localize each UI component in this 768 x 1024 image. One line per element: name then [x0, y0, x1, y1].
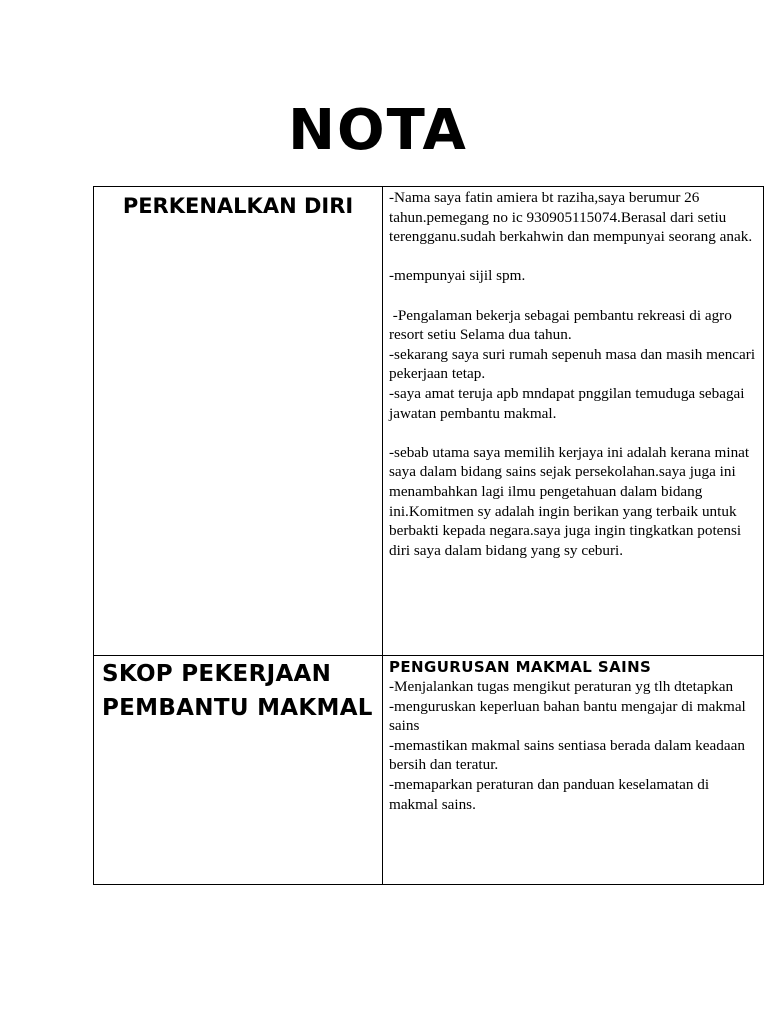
paragraph-current-status: -sekarang saya suri rumah sepenuh masa dan masih mencari pekerjaan tetap.	[389, 345, 756, 383]
table-cell-content	[383, 187, 764, 656]
paragraph-personal-info: -Nama saya fatin amiera bt raziha,saya berumur 26 tahun.pemegang no ic 930905115074.Berasal dari setiu terengganu.sudah berkahwin dan mempunyai seorang anak.	[389, 189, 753, 246]
table-row	[94, 656, 764, 885]
duty-list	[383, 677, 763, 814]
paragraph-qualification: -mempunyai sijil spm.	[389, 267, 526, 285]
document-title: NOTA	[288, 98, 468, 163]
section-subheading: PENGURUSAN MAKMAL SAINS	[389, 658, 652, 676]
row-heading-skop-pekerjaan: SKOP PEKERJAAN PEMBANTU MAKMAL	[102, 661, 373, 721]
list-item: -Menjalankan tugas mengikut peraturan yg tlh dtetapkan	[389, 678, 734, 695]
table-cell-heading	[94, 187, 383, 656]
notes-table	[93, 186, 764, 885]
table-cell-content	[383, 656, 764, 885]
row-content	[383, 187, 763, 560]
paragraph-interview: -saya amat teruja apb mndapat pnggilan temuduga sebagai jawatan pembantu makmal.	[389, 384, 745, 422]
table-cell-heading	[94, 656, 383, 885]
list-item: -menguruskan keperluan bahan bantu mengajar di makmal sains	[389, 697, 746, 735]
list-item: -memastikan makmal sains sentiasa berada dalam keadaan bersih dan teratur.	[389, 736, 745, 774]
table-row	[94, 187, 764, 656]
paragraph-experience: -Pengalaman bekerja sebagai pembantu rekreasi di agro resort setiu Selama dua tahun.	[389, 306, 736, 344]
row-heading-perkenalkan-diri: PERKENALKAN DIRI	[122, 194, 354, 218]
paragraph-motivation: -sebab utama saya memilih kerjaya ini adalah kerana minat saya dalam bidang sains sejak persekolahan.saya juga ini menambahkan lagi ilmu pengetahuan dalam bidang ini.Komitmen sy adalah ingin berikan yang terbaik untuk berbakti kepada negara.saya juga ingin tingkatkan potensi diri saya dalam bidang yang sy ceburi.	[389, 443, 750, 559]
list-item: -memaparkan peraturan dan panduan keselamatan di makmal sains.	[389, 775, 710, 813]
